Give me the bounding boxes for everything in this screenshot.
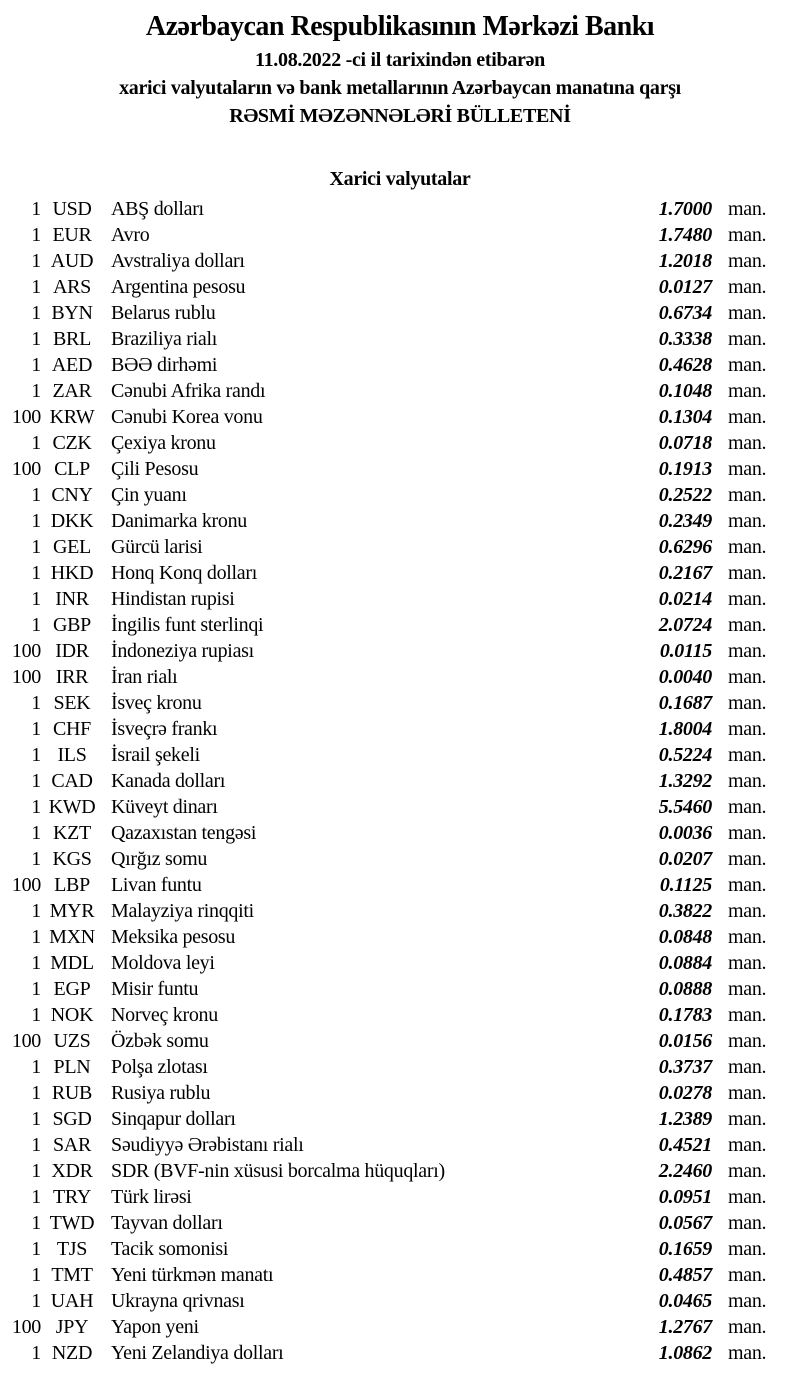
currency-name-cell: Cənubi Korea vonu: [111, 406, 263, 428]
rate-row: [0, 1132, 800, 1158]
unit-cell: man.: [728, 614, 767, 636]
code-cell: CNY: [51, 484, 93, 506]
currency-name-cell: Rusiya rublu: [111, 1082, 211, 1104]
code-cell: IRR: [55, 666, 89, 688]
currency-name-cell: Tayvan dolları: [111, 1212, 223, 1234]
currency-name-cell: Norveç kronu: [111, 1004, 218, 1026]
unit-cell: man.: [728, 1056, 767, 1078]
rate-cell: 0.2349: [658, 510, 712, 532]
rate-row: [0, 638, 800, 664]
currency-name-cell: Hindistan rupisi: [111, 588, 235, 610]
rate-row: [0, 1236, 800, 1262]
qty-cell: 100: [11, 640, 41, 662]
qty-cell: 1: [31, 744, 41, 766]
code-cell: INR: [55, 588, 89, 610]
unit-cell: man.: [728, 354, 767, 376]
code-cell: MYR: [49, 900, 95, 922]
rate-cell: 0.0888: [658, 978, 712, 1000]
rate-cell: 0.0214: [658, 588, 712, 610]
unit-cell: man.: [728, 380, 767, 402]
unit-cell: man.: [728, 796, 767, 818]
code-cell: KZT: [53, 822, 91, 844]
qty-cell: 1: [31, 302, 41, 324]
code-cell: IDR: [55, 640, 89, 662]
unit-cell: man.: [728, 1316, 767, 1338]
qty-cell: 100: [11, 1316, 41, 1338]
qty-cell: 1: [31, 224, 41, 246]
currency-name-cell: Küveyt dinarı: [111, 796, 218, 818]
code-cell: EUR: [52, 224, 92, 246]
unit-cell: man.: [728, 536, 767, 558]
rate-row: [0, 534, 800, 560]
rate-cell: 0.1913: [658, 458, 712, 480]
code-cell: NZD: [51, 1342, 93, 1364]
qty-cell: 1: [31, 432, 41, 454]
rate-row: [0, 742, 800, 768]
currency-name-cell: Yeni türkmən manatı: [111, 1264, 274, 1286]
qty-cell: 1: [31, 1264, 41, 1286]
code-cell: LBP: [54, 874, 90, 896]
bulletin-title: RƏSMİ MƏZƏNNƏLƏRİ BÜLLETENİ: [229, 105, 571, 127]
currency-name-cell: Honq Konq dolları: [111, 562, 257, 584]
qty-cell: 1: [31, 250, 41, 272]
qty-cell: 1: [31, 796, 41, 818]
rate-row: [0, 482, 800, 508]
qty-cell: 1: [31, 1290, 41, 1312]
code-cell: SAR: [52, 1134, 91, 1156]
rate-row: [0, 560, 800, 586]
currency-name-cell: Türk lirəsi: [111, 1186, 192, 1208]
code-cell: AUD: [50, 250, 94, 272]
rate-cell: 0.3737: [658, 1056, 712, 1078]
rate-cell: 1.7480: [658, 224, 712, 246]
unit-cell: man.: [728, 562, 767, 584]
qty-cell: 1: [31, 588, 41, 610]
unit-cell: man.: [728, 198, 767, 220]
rate-cell: 0.2522: [658, 484, 712, 506]
rate-row: [0, 768, 800, 794]
currency-name-cell: Misir funtu: [111, 978, 199, 1000]
qty-cell: 100: [11, 406, 41, 428]
qty-cell: 1: [31, 926, 41, 948]
qty-cell: 100: [11, 458, 41, 480]
unit-cell: man.: [728, 640, 767, 662]
rate-cell: 0.0718: [658, 432, 712, 454]
qty-cell: 1: [31, 484, 41, 506]
currency-name-cell: Qazaxıstan tengəsi: [111, 822, 257, 844]
currency-name-cell: ABŞ dolları: [111, 198, 204, 220]
rate-row: [0, 300, 800, 326]
unit-cell: man.: [728, 1082, 767, 1104]
qty-cell: 1: [31, 848, 41, 870]
rate-row: [0, 378, 800, 404]
rate-cell: 2.0724: [658, 614, 712, 636]
rate-cell: 0.1048: [658, 380, 712, 402]
unit-cell: man.: [728, 1212, 767, 1234]
qty-cell: 1: [31, 1160, 41, 1182]
qty-cell: 1: [31, 1186, 41, 1208]
rate-row: [0, 1002, 800, 1028]
rate-row: [0, 1080, 800, 1106]
rate-cell: 0.1687: [658, 692, 712, 714]
rate-cell: 0.0278: [658, 1082, 712, 1104]
code-cell: USD: [52, 198, 92, 220]
unit-cell: man.: [728, 1290, 767, 1312]
rate-row: [0, 274, 800, 300]
rate-cell: 0.0040: [658, 666, 712, 688]
code-cell: CAD: [51, 770, 93, 792]
rate-cell: 0.0115: [659, 640, 712, 662]
unit-cell: man.: [728, 822, 767, 844]
rate-cell: 0.0567: [658, 1212, 712, 1234]
code-cell: CZK: [52, 432, 92, 454]
code-cell: ARS: [52, 276, 91, 298]
qty-cell: 1: [31, 380, 41, 402]
code-cell: TWD: [49, 1212, 95, 1234]
currency-name-cell: Çexiya kronu: [111, 432, 216, 454]
rate-cell: 0.3338: [658, 328, 712, 350]
unit-cell: man.: [728, 1160, 767, 1182]
qty-cell: 1: [31, 328, 41, 350]
rate-row: [0, 1262, 800, 1288]
rate-cell: 0.0951: [658, 1186, 712, 1208]
qty-cell: 1: [31, 1056, 41, 1078]
unit-cell: man.: [728, 978, 767, 1000]
code-cell: HKD: [50, 562, 94, 584]
rate-cell: 0.0156: [658, 1030, 712, 1052]
qty-cell: 1: [31, 1238, 41, 1260]
currency-name-cell: İsveç kronu: [111, 692, 202, 714]
rate-cell: 0.0465: [658, 1290, 712, 1312]
section-title-foreign-currencies: Xarici valyutalar: [329, 168, 471, 190]
rate-cell: 0.0848: [658, 926, 712, 948]
rate-row: [0, 664, 800, 690]
unit-cell: man.: [728, 458, 767, 480]
currency-name-cell: SDR (BVF-nin xüsusi borcalma hüquqları): [111, 1160, 445, 1182]
rate-row: [0, 352, 800, 378]
unit-cell: man.: [728, 1030, 767, 1052]
unit-cell: man.: [728, 276, 767, 298]
rate-cell: 0.6296: [658, 536, 712, 558]
rate-cell: 0.0207: [658, 848, 712, 870]
qty-cell: 1: [31, 978, 41, 1000]
unit-cell: man.: [728, 718, 767, 740]
code-cell: NOK: [50, 1004, 94, 1026]
currency-name-cell: Cənubi Afrika randı: [111, 380, 266, 402]
qty-cell: 1: [31, 1212, 41, 1234]
rate-cell: 0.1659: [658, 1238, 712, 1260]
qty-cell: 1: [31, 198, 41, 220]
rate-row: [0, 456, 800, 482]
rate-cell: 2.2460: [658, 1160, 712, 1182]
code-cell: RUB: [51, 1082, 93, 1104]
code-cell: UAH: [50, 1290, 94, 1312]
unit-cell: man.: [728, 328, 767, 350]
rate-row: [0, 924, 800, 950]
currency-name-cell: Ukrayna qrivnası: [111, 1290, 245, 1312]
unit-cell: man.: [728, 1238, 767, 1260]
unit-cell: man.: [728, 224, 767, 246]
code-cell: BYN: [51, 302, 93, 324]
rate-row: [0, 1028, 800, 1054]
currency-name-cell: Moldova leyi: [111, 952, 215, 974]
qty-cell: 100: [11, 874, 41, 896]
rate-row: [0, 586, 800, 612]
currency-name-cell: BƏƏ dirhəmi: [111, 354, 218, 376]
code-cell: SEK: [53, 692, 91, 714]
effective-date-line: 11.08.2022 -ci il tarixindən etibarən: [255, 49, 545, 71]
code-cell: BRL: [53, 328, 91, 350]
rate-cell: 0.0884: [658, 952, 712, 974]
currency-name-cell: Çili Pesosu: [111, 458, 199, 480]
currency-name-cell: İran rialı: [111, 666, 178, 688]
rate-cell: 0.4628: [658, 354, 712, 376]
rate-cell: 0.1125: [659, 874, 712, 896]
qty-cell: 1: [31, 1082, 41, 1104]
qty-cell: 1: [31, 1134, 41, 1156]
unit-cell: man.: [728, 926, 767, 948]
currency-name-cell: Meksika pesosu: [111, 926, 236, 948]
currency-name-cell: Malayziya rinqqiti: [111, 900, 254, 922]
rate-row: [0, 690, 800, 716]
currency-name-cell: İndoneziya rupiası: [111, 640, 254, 662]
rate-row: [0, 976, 800, 1002]
currency-name-cell: Braziliya rialı: [111, 328, 218, 350]
rate-cell: 0.0036: [658, 822, 712, 844]
rate-row: [0, 404, 800, 430]
rate-row: [0, 846, 800, 872]
currency-name-cell: Özbək somu: [111, 1030, 209, 1052]
currency-name-cell: Gürcü larisi: [111, 536, 203, 558]
code-cell: KGS: [52, 848, 92, 870]
rate-cell: 1.8004: [658, 718, 712, 740]
code-cell: UZS: [53, 1030, 91, 1052]
currency-name-cell: Çin yuanı: [111, 484, 187, 506]
code-cell: KRW: [49, 406, 95, 428]
rate-row: [0, 326, 800, 352]
rate-row: [0, 1340, 800, 1366]
code-cell: JPY: [55, 1316, 89, 1338]
code-cell: PLN: [53, 1056, 91, 1078]
unit-cell: man.: [728, 250, 767, 272]
rate-row: [0, 898, 800, 924]
unit-cell: man.: [728, 848, 767, 870]
qty-cell: 1: [31, 770, 41, 792]
rate-row: [0, 430, 800, 456]
rate-row: [0, 1210, 800, 1236]
code-cell: GEL: [53, 536, 91, 558]
code-cell: KWD: [48, 796, 96, 818]
currency-name-cell: Avro: [111, 224, 150, 246]
rate-row: [0, 1184, 800, 1210]
rate-cell: 0.3822: [658, 900, 712, 922]
rate-cell: 5.5460: [658, 796, 712, 818]
code-cell: MDL: [50, 952, 94, 974]
unit-cell: man.: [728, 1342, 767, 1364]
qty-cell: 1: [31, 354, 41, 376]
qty-cell: 1: [31, 718, 41, 740]
rate-cell: 0.5224: [658, 744, 712, 766]
rate-row: [0, 1158, 800, 1184]
code-cell: AED: [51, 354, 93, 376]
rate-row: [0, 1288, 800, 1314]
rate-cell: 0.0127: [658, 276, 712, 298]
currency-name-cell: Yapon yeni: [111, 1316, 199, 1338]
currency-name-cell: Qırğız somu: [111, 848, 208, 870]
rate-cell: 0.2167: [658, 562, 712, 584]
rate-cell: 0.1304: [658, 406, 712, 428]
rate-cell: 1.0862: [658, 1342, 712, 1364]
qty-cell: 1: [31, 1342, 41, 1364]
document-header: [0, 8, 800, 130]
code-cell: SGD: [52, 1108, 92, 1130]
qty-cell: 1: [31, 510, 41, 532]
qty-cell: 1: [31, 1108, 41, 1130]
unit-cell: man.: [728, 484, 767, 506]
unit-cell: man.: [728, 952, 767, 974]
qty-cell: 100: [11, 1030, 41, 1052]
currency-name-cell: Avstraliya dolları: [111, 250, 245, 272]
currency-name-cell: İsrail şekeli: [111, 744, 200, 766]
rate-row: [0, 508, 800, 534]
currency-name-cell: Argentina pesosu: [111, 276, 246, 298]
rate-row: [0, 196, 800, 222]
currency-name-cell: Danimarka kronu: [111, 510, 248, 532]
unit-cell: man.: [728, 874, 767, 896]
rate-cell: 1.7000: [658, 198, 712, 220]
rate-cell: 0.4857: [658, 1264, 712, 1286]
rate-cell: 1.2018: [658, 250, 712, 272]
unit-cell: man.: [728, 588, 767, 610]
currency-name-cell: Polşa zlotası: [111, 1056, 208, 1078]
qty-cell: 1: [31, 614, 41, 636]
qty-cell: 1: [31, 822, 41, 844]
currency-name-cell: Sinqapur dolları: [111, 1108, 236, 1130]
code-cell: GBP: [52, 614, 91, 636]
currency-name-cell: İsveçrə frankı: [111, 718, 218, 740]
rates-table: [0, 196, 800, 1366]
qty-cell: 1: [31, 952, 41, 974]
rate-row: [0, 1106, 800, 1132]
code-cell: TRY: [53, 1186, 91, 1208]
currency-name-cell: Livan funtu: [111, 874, 202, 896]
unit-cell: man.: [728, 692, 767, 714]
unit-cell: man.: [728, 1134, 767, 1156]
currency-name-cell: Tacik somonisi: [111, 1238, 229, 1260]
unit-cell: man.: [728, 432, 767, 454]
bank-title: Azərbaycan Respublikasının Mərkəzi Bankı: [145, 11, 655, 42]
unit-cell: man.: [728, 302, 767, 324]
code-cell: CHF: [52, 718, 91, 740]
unit-cell: man.: [728, 406, 767, 428]
qty-cell: 1: [31, 900, 41, 922]
rate-cell: 1.3292: [658, 770, 712, 792]
rate-cell: 1.2389: [658, 1108, 712, 1130]
code-cell: ILS: [57, 744, 87, 766]
unit-cell: man.: [728, 666, 767, 688]
rate-row: [0, 950, 800, 976]
code-cell: EGP: [53, 978, 91, 1000]
rate-cell: 0.6734: [658, 302, 712, 324]
rate-row: [0, 1054, 800, 1080]
unit-cell: man.: [728, 900, 767, 922]
qty-cell: 1: [31, 276, 41, 298]
rate-row: [0, 872, 800, 898]
unit-cell: man.: [728, 1186, 767, 1208]
unit-cell: man.: [728, 744, 767, 766]
rate-row: [0, 1314, 800, 1340]
code-cell: MXN: [49, 926, 95, 948]
currency-name-cell: Yeni Zelandiya dolları: [111, 1342, 284, 1364]
rate-row: [0, 612, 800, 638]
rate-row: [0, 794, 800, 820]
qty-cell: 1: [31, 536, 41, 558]
qty-cell: 1: [31, 1004, 41, 1026]
code-cell: DKK: [50, 510, 94, 532]
code-cell: TJS: [56, 1238, 88, 1260]
code-cell: CLP: [54, 458, 90, 480]
unit-cell: man.: [728, 1264, 767, 1286]
unit-cell: man.: [728, 510, 767, 532]
unit-cell: man.: [728, 1108, 767, 1130]
unit-cell: man.: [728, 770, 767, 792]
rate-cell: 1.2767: [658, 1316, 712, 1338]
unit-cell: man.: [728, 1004, 767, 1026]
subtitle-line: xarici valyutaların və bank metallarının Azərbaycan manatına qarşı: [119, 77, 681, 99]
code-cell: TMT: [51, 1264, 93, 1286]
currency-name-cell: Kanada dolları: [111, 770, 226, 792]
qty-cell: 100: [11, 666, 41, 688]
rate-row: [0, 248, 800, 274]
code-cell: ZAR: [52, 380, 92, 402]
rate-cell: 0.4521: [658, 1134, 712, 1156]
rate-row: [0, 820, 800, 846]
currency-name-cell: İngilis funt sterlinqi: [111, 614, 264, 636]
qty-cell: 1: [31, 692, 41, 714]
rate-cell: 0.1783: [658, 1004, 712, 1026]
currency-name-cell: Belarus rublu: [111, 302, 216, 324]
currency-name-cell: Səudiyyə Ərəbistanı rialı: [111, 1134, 304, 1156]
qty-cell: 1: [31, 562, 41, 584]
rate-row: [0, 716, 800, 742]
rate-row: [0, 222, 800, 248]
code-cell: XDR: [51, 1160, 93, 1182]
